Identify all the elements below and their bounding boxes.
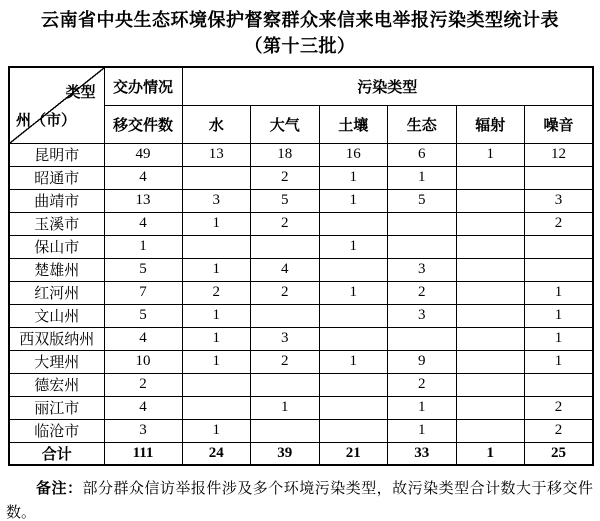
value-cell: 1 xyxy=(525,350,594,373)
value-cell xyxy=(525,166,594,189)
value-cell xyxy=(182,373,251,396)
group-header-transfer: 交办情况 xyxy=(104,67,182,105)
table-row xyxy=(9,212,593,235)
value-cell: 5 xyxy=(251,189,320,212)
col-header-radiation: 辐射 xyxy=(456,105,525,143)
value-cell: 1 xyxy=(319,166,388,189)
value-cell: 1 xyxy=(182,327,251,350)
value-cell xyxy=(525,258,594,281)
table-row xyxy=(9,327,593,350)
note-label: 备注： xyxy=(36,480,83,497)
corner-label-type: 类型 xyxy=(65,84,96,101)
table-header xyxy=(9,67,593,143)
table-row xyxy=(9,304,593,327)
value-cell: 24 xyxy=(182,442,251,465)
value-cell: 2 xyxy=(251,212,320,235)
value-cell: 1 xyxy=(388,419,457,442)
table-row xyxy=(9,258,593,281)
value-cell: 6 xyxy=(388,143,457,166)
value-cell: 5 xyxy=(104,258,182,281)
value-cell: 4 xyxy=(104,327,182,350)
col-header-ecology: 生态 xyxy=(388,105,457,143)
value-cell: 1 xyxy=(319,281,388,304)
stats-table xyxy=(8,66,594,466)
value-cell: 16 xyxy=(319,143,388,166)
page-subtitle: （第十三批） xyxy=(244,36,356,56)
corner-label-region: 州（市） xyxy=(16,111,77,129)
table-row xyxy=(9,350,593,373)
table-row xyxy=(9,143,593,166)
value-cell: 111 xyxy=(104,442,182,465)
value-cell xyxy=(456,258,525,281)
value-cell xyxy=(456,419,525,442)
value-cell: 1 xyxy=(456,143,525,166)
page-title: 云南省中央生态环境保护督察群众来信来电举报污染类型统计表 xyxy=(41,10,559,30)
value-cell: 2 xyxy=(388,281,457,304)
region-name: 文山州 xyxy=(9,304,104,327)
col-header-soil: 土壤 xyxy=(319,105,388,143)
value-cell: 13 xyxy=(182,143,251,166)
value-cell xyxy=(251,304,320,327)
value-cell: 25 xyxy=(525,442,594,465)
value-cell: 1 xyxy=(182,258,251,281)
note xyxy=(6,477,593,521)
region-name: 临沧市 xyxy=(9,419,104,442)
table-body xyxy=(9,143,593,465)
value-cell: 1 xyxy=(319,189,388,212)
region-name: 昭通市 xyxy=(9,166,104,189)
value-cell xyxy=(456,373,525,396)
value-cell: 1 xyxy=(251,396,320,419)
value-cell: 2 xyxy=(525,212,594,235)
value-cell: 3 xyxy=(388,304,457,327)
value-cell xyxy=(456,396,525,419)
col-header-transfer-count: 移交件数 xyxy=(104,105,182,143)
value-cell xyxy=(319,304,388,327)
value-cell xyxy=(182,166,251,189)
value-cell: 49 xyxy=(104,143,182,166)
value-cell: 3 xyxy=(388,258,457,281)
value-cell: 4 xyxy=(104,396,182,419)
value-cell: 1 xyxy=(525,281,594,304)
region-name: 曲靖市 xyxy=(9,189,104,212)
value-cell: 5 xyxy=(388,189,457,212)
value-cell xyxy=(251,373,320,396)
table-row xyxy=(9,419,593,442)
value-cell xyxy=(525,373,594,396)
value-cell xyxy=(251,419,320,442)
value-cell: 9 xyxy=(388,350,457,373)
value-cell xyxy=(319,327,388,350)
region-name: 红河州 xyxy=(9,281,104,304)
region-name: 大理州 xyxy=(9,350,104,373)
value-cell: 2 xyxy=(104,373,182,396)
col-header-water: 水 xyxy=(182,105,251,143)
value-cell: 1 xyxy=(456,442,525,465)
header-row-groups xyxy=(9,67,593,105)
region-name: 昆明市 xyxy=(9,143,104,166)
value-cell: 39 xyxy=(251,442,320,465)
value-cell xyxy=(319,212,388,235)
value-cell: 1 xyxy=(388,166,457,189)
value-cell: 3 xyxy=(251,327,320,350)
value-cell xyxy=(525,235,594,258)
region-name: 玉溪市 xyxy=(9,212,104,235)
value-cell: 12 xyxy=(525,143,594,166)
table-row xyxy=(9,373,593,396)
value-cell xyxy=(388,235,457,258)
value-cell: 3 xyxy=(182,189,251,212)
table-row xyxy=(9,281,593,304)
value-cell: 1 xyxy=(525,304,594,327)
value-cell: 1 xyxy=(182,350,251,373)
value-cell xyxy=(456,304,525,327)
value-cell: 10 xyxy=(104,350,182,373)
value-cell xyxy=(319,373,388,396)
value-cell: 2 xyxy=(525,419,594,442)
value-cell: 2 xyxy=(182,281,251,304)
value-cell xyxy=(456,212,525,235)
value-cell: 2 xyxy=(525,396,594,419)
value-cell: 1 xyxy=(319,235,388,258)
total-row xyxy=(9,442,593,465)
value-cell: 33 xyxy=(388,442,457,465)
value-cell xyxy=(319,419,388,442)
value-cell: 1 xyxy=(525,327,594,350)
value-cell: 18 xyxy=(251,143,320,166)
value-cell: 2 xyxy=(251,166,320,189)
value-cell: 4 xyxy=(104,166,182,189)
table-row xyxy=(9,396,593,419)
value-cell: 3 xyxy=(525,189,594,212)
value-cell: 4 xyxy=(104,212,182,235)
value-cell xyxy=(456,166,525,189)
value-cell xyxy=(319,396,388,419)
table-row xyxy=(9,189,593,212)
table-row xyxy=(9,166,593,189)
title-block xyxy=(0,0,600,59)
table-row xyxy=(9,235,593,258)
value-cell xyxy=(319,258,388,281)
col-header-noise: 噪音 xyxy=(525,105,594,143)
value-cell xyxy=(456,189,525,212)
region-name: 西双版纳州 xyxy=(9,327,104,350)
region-name: 丽江市 xyxy=(9,396,104,419)
value-cell: 3 xyxy=(104,419,182,442)
value-cell: 2 xyxy=(251,350,320,373)
col-header-air: 大气 xyxy=(251,105,320,143)
value-cell xyxy=(388,212,457,235)
value-cell xyxy=(388,327,457,350)
value-cell xyxy=(251,235,320,258)
region-name: 楚雄州 xyxy=(9,258,104,281)
value-cell xyxy=(456,281,525,304)
value-cell: 2 xyxy=(251,281,320,304)
value-cell: 13 xyxy=(104,189,182,212)
region-name: 保山市 xyxy=(9,235,104,258)
value-cell: 2 xyxy=(388,373,457,396)
value-cell xyxy=(182,235,251,258)
value-cell: 1 xyxy=(104,235,182,258)
note-text: 部分群众信访举报件涉及多个环境污染类型，故污染类型合计数大于移交件数。 xyxy=(6,481,593,521)
value-cell: 4 xyxy=(251,258,320,281)
value-cell xyxy=(456,327,525,350)
value-cell: 1 xyxy=(388,396,457,419)
value-cell: 5 xyxy=(104,304,182,327)
value-cell: 21 xyxy=(319,442,388,465)
region-name: 德宏州 xyxy=(9,373,104,396)
value-cell xyxy=(456,350,525,373)
value-cell: 1 xyxy=(319,350,388,373)
value-cell: 1 xyxy=(182,419,251,442)
value-cell: 7 xyxy=(104,281,182,304)
corner-diagonal-cell xyxy=(9,67,104,143)
total-label: 合计 xyxy=(9,442,104,465)
group-header-pollution-type: 污染类型 xyxy=(182,67,593,105)
value-cell: 1 xyxy=(182,212,251,235)
value-cell xyxy=(182,396,251,419)
value-cell: 1 xyxy=(182,304,251,327)
value-cell xyxy=(456,235,525,258)
